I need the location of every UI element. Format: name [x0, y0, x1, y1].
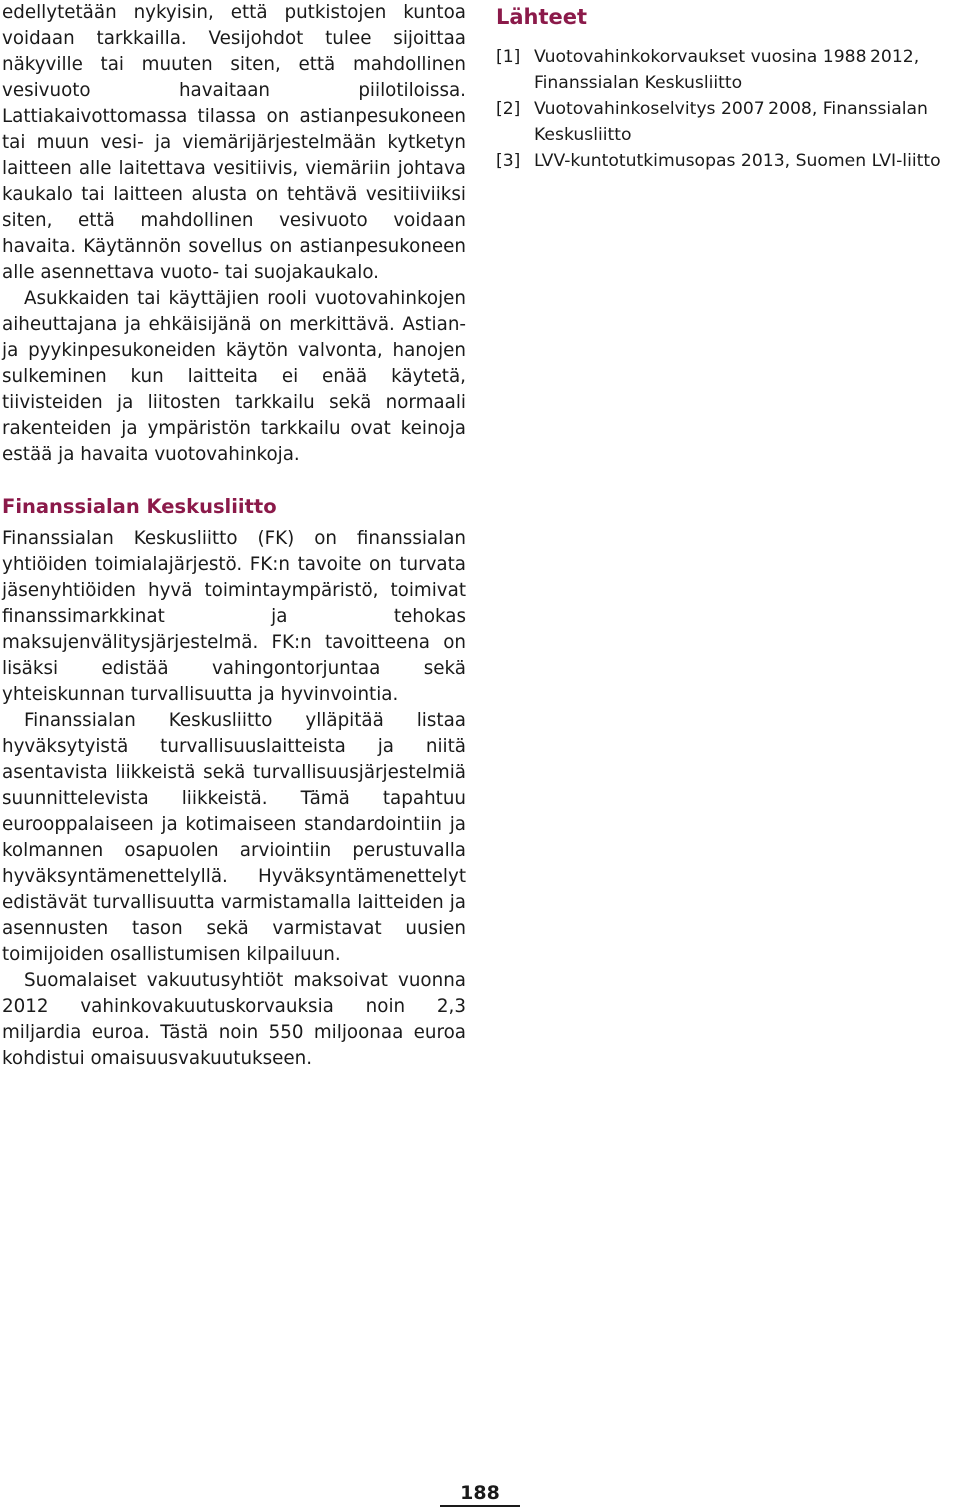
body-paragraph: Suomalaiset vakuutusyhtiöt maksoivat vuonna 2012 vahinkovakuutuskorvauksia noin 2,3 miljardia euroa. Tästä noin 550 miljoonaa euroa kohdistui omaisuusvakuutukseen.	[2, 970, 466, 1069]
body-paragraph: Finanssialan Keskusliitto (FK) on finanssialan yhtiöiden toimialajärjestö. FK:n tavoite on turvata jäsenyhtiöiden hyvä toimintaympäristö, toimivat finanssimarkkinat ja tehokas maksujenvälitysjärjestelmä. FK:n tavoitteena on lisäksi edistää vahingontorjuntaa sekä yhteiskunnan turvallisuutta ja hyvinvointia.	[2, 528, 466, 705]
reference-text: Vuotovahinkokorvaukset vuosina 1988 2012, Finanssialan Keskusliitto	[534, 47, 920, 93]
body-paragraph: Asukkaiden tai käyttäjien rooli vuotovahinkojen aiheuttajana ja ehkäisijänä on merkittävä. Astian- ja pyykinpesukoneiden käytön valvonta, hanojen sulkeminen kun laitteita ei enää käytetä, tiivisteiden ja liitosten tarkkailu sekä normaali rakenteiden ja ympäristön tarkkailu ovat keinoja estää ja havaita vuotovahinkoja.	[2, 288, 466, 465]
reference-text: Vuotovahinkoselvitys 2007 2008, Finanssialan Keskusliitto	[534, 99, 928, 145]
body-paragraph: Finanssialan Keskusliitto ylläpitää listaa hyväksytyistä turvallisuuslaitteista ja niitä asentavista liikkeistä sekä turvallisuusjärjestelmiä suunnittelevista liikkeistä. Tämä tapahtuu eurooppalaiseen ja kotimaiseen standardointiin ja kolmannen osapuolen arviointiin perustuvalla hyväksyntämenettelyllä. Hyväksyntämenettelyt edistävät turvallisuutta varmistamalla laitteiden ja asennusten tason sekä varmistavat uusien toimijoiden osallistumisen kilpailuun.	[2, 710, 466, 965]
reference-item	[496, 148, 960, 174]
reference-number: [1]	[496, 47, 521, 67]
reference-item	[496, 96, 960, 148]
reference-item	[496, 44, 960, 96]
section-heading: Finanssialan Keskusliitto	[2, 495, 277, 518]
body-paragraph: edellytetään nykyisin, että putkistojen kuntoa voidaan tarkkailla. Vesijohdot tulee sijoittaa näkyville tai muuten siten, että mahdollinen vesivuoto havaitaan piilotiloissa. Lattiakaivottomassa tilassa on astianpesukoneen tai muun vesi- ja viemärijärjestelmään kytketyn laitteen alle laitettava vesitiivis, viemäriin johtava kaukalo tai laitteen alusta on tehtävä vesitiiviiksi siten, että mahdollinen vesivuoto voidaan havaita. Käytännön sovellus on astianpesukoneen alle asennettava vuoto- tai suojakaukalo.	[2, 2, 466, 283]
reference-number: [3]	[496, 151, 521, 171]
reference-number: [2]	[496, 99, 521, 119]
references-list	[496, 44, 960, 174]
reference-text: LVV-kuntotutkimusopas 2013, Suomen LVI-liitto	[534, 151, 941, 171]
references-heading: Lähteet	[496, 5, 588, 29]
left-column	[2, 0, 466, 1072]
page-number: 188	[440, 1481, 520, 1507]
